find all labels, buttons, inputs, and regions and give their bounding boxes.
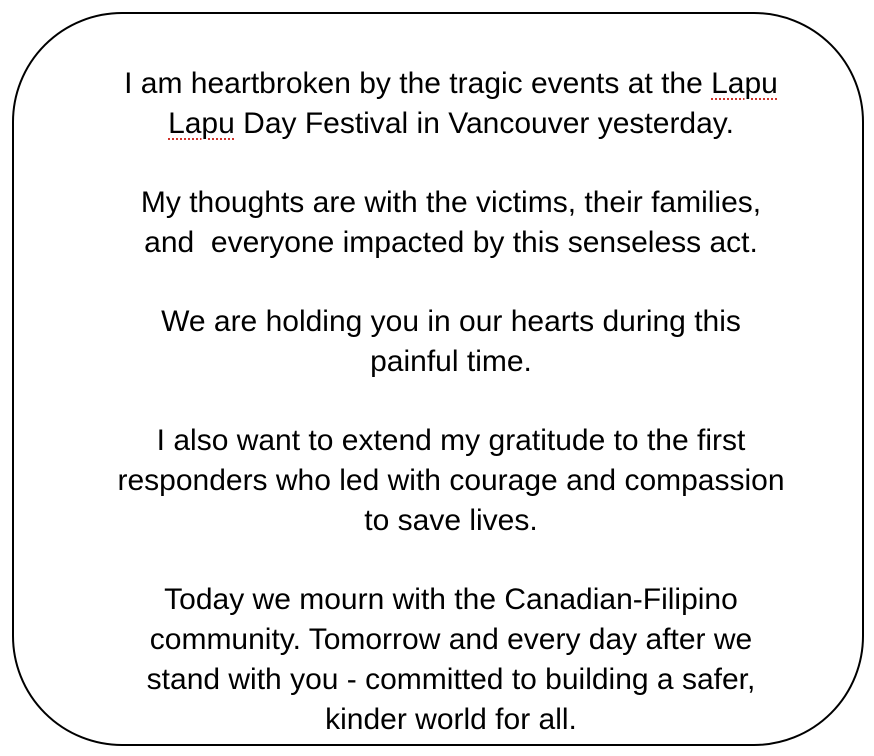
text-line: painful time.: [370, 345, 532, 378]
text-line: I also want to extend my gratitude to the first: [156, 424, 746, 457]
text-segment: I am heartbroken by the tragic events at the: [124, 67, 712, 100]
text-line: [54, 64, 848, 104]
text-line: and everyone impacted by this senseless act.: [144, 226, 758, 259]
text-line: kinder world for all.: [325, 703, 577, 736]
text-segment: Day Festival in Vancouver yesterday.: [234, 107, 734, 140]
text-line: [54, 104, 848, 144]
statement-text: [54, 64, 848, 740]
text-line: responders who led with courage and compassion: [117, 464, 785, 497]
paragraph-3: [54, 302, 848, 382]
text-line: stand with you - committed to building a safer,: [146, 663, 756, 696]
paragraph-4: [54, 421, 848, 541]
text-line: community. Tomorrow and every day after we: [149, 623, 753, 656]
text-line: My thoughts are with the victims, their families,: [140, 186, 762, 219]
spellcheck-word: Lapu: [711, 67, 778, 100]
text-line: We are holding you in our hearts during this: [161, 305, 741, 338]
statement-card: [12, 12, 864, 746]
paragraph-2: [54, 183, 848, 263]
paragraph-1: [54, 64, 848, 144]
spellcheck-word: Lapu: [168, 107, 235, 140]
text-line: to save lives.: [364, 504, 538, 537]
text-line: Today we mourn with the Canadian-Filipino: [164, 583, 738, 616]
paragraph-5: [54, 580, 848, 740]
